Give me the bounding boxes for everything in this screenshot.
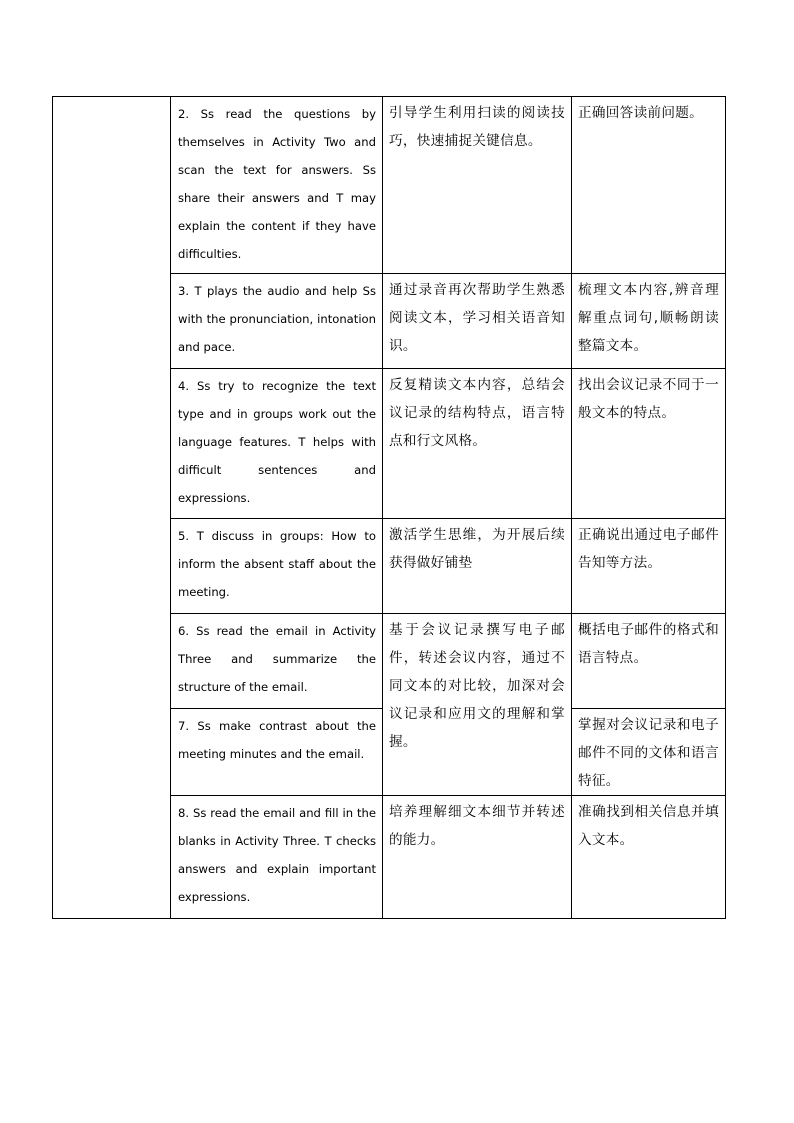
table-row: [53, 97, 726, 274]
purpose-cell: 激活学生思维，为开展后续获得做好铺垫: [383, 519, 572, 614]
outcome-cell: 概括电子邮件的格式和语言特点。: [572, 614, 726, 709]
procedure-cell: 5. T discuss in groups: How to inform the absent staff about the meeting.: [171, 519, 383, 614]
purpose-cell: 基于会议记录撰写电子邮件，转述会议内容，通过不同文本的对比较，加深对会议记录和应用文的理解和掌握。: [383, 614, 572, 796]
procedure-cell: 3. T plays the audio and help Ss with the pronunciation, intonation and pace.: [171, 274, 383, 369]
purpose-cell: 反复精读文本内容，总结会议记录的结构特点，语言特点和行文风格。: [383, 369, 572, 519]
purpose-cell: 引导学生利用扫读的阅读技巧，快速捕捉关键信息。: [383, 97, 572, 274]
outcome-cell: 梳理文本内容,辨音理解重点词句,顺畅朗读整篇文本。: [572, 274, 726, 369]
procedure-cell: 8. Ss read the email and fill in the blanks in Activity Three. T checks answers and explain important expressions.: [171, 796, 383, 919]
lesson-plan-table: [52, 96, 726, 919]
purpose-cell: 培养理解细文本细节并转述的能力。: [383, 796, 572, 919]
outcome-cell: 正确说出通过电子邮件告知等方法。: [572, 519, 726, 614]
procedure-cell: 7. Ss make contrast about the meeting minutes and the email.: [171, 709, 383, 796]
procedure-cell: 4. Ss try to recognize the text type and in groups work out the language features. T helps with difficult sentences and expressions.: [171, 369, 383, 519]
outcome-cell: 找出会议记录不同于一般文本的特点。: [572, 369, 726, 519]
outcome-cell: 准确找到相关信息并填入文本。: [572, 796, 726, 919]
purpose-cell: 通过录音再次帮助学生熟悉阅读文本，学习相关语音知识。: [383, 274, 572, 369]
stage-cell: [53, 97, 171, 919]
outcome-cell: 掌握对会议记录和电子邮件不同的文体和语言特征。: [572, 709, 726, 796]
procedure-cell: 6. Ss read the email in Activity Three and summarize the structure of the email.: [171, 614, 383, 709]
procedure-cell: 2. Ss read the questions by themselves in Activity Two and scan the text for answers. Ss share their answers and T may explain the content if they have difficulties.: [171, 97, 383, 274]
outcome-cell: 正确回答读前问题。: [572, 97, 726, 274]
